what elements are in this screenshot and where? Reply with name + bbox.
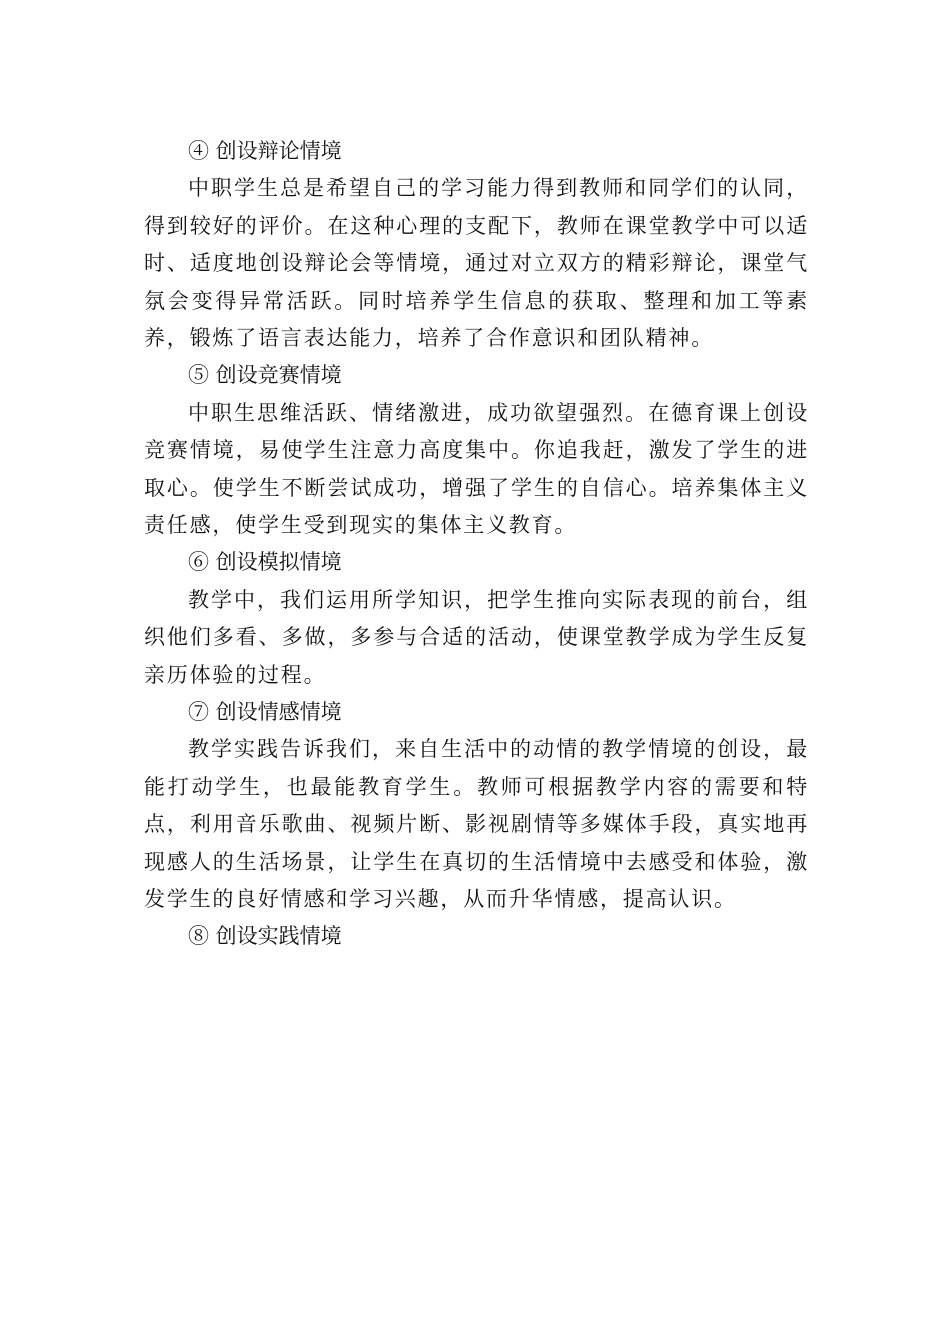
section-heading-simulation: ⑥ 创设模拟情境 <box>188 550 342 575</box>
section-paragraph-debate: 中职学生总是希望自己的学习能力得到教师和同学们的认同，得到较好的评价。在这种心理的支配下，教师在课堂教学中可以适时、适度地创设辩论会等情境，通过对立双方的精彩辩论，课堂气氛会变得异常活跃。同时培养学生信息的获取、整理和加工等素养，锻炼了语言表达能力，培养了合作意识和团队精神。 <box>144 176 809 351</box>
section-paragraph-competition: 中职生思维活跃、情绪激进，成功欲望强烈。在德育课上创设竞赛情境，易使学生注意力高度集中。你追我赶，激发了学生的进取心。使学生不断尝试成功，增强了学生的自信心。培养集体主义责任感，使学生受到现实的集体主义教育。 <box>144 400 809 538</box>
section-paragraph-simulation: 教学中，我们运用所学知识，把学生推向实际表现的前台，组织他们多看、多做，多参与合适的活动，使课堂教学成为学生反复亲历体验的过程。 <box>144 587 809 687</box>
section-heading-practice: ⑧ 创设实践情境 <box>188 924 342 949</box>
section-paragraph-emotion: 教学实践告诉我们，来自生活中的动情的教学情境的创设，最能打动学生，也最能教育学生。教师可根据教学内容的需要和特点，利用音乐歌曲、视频片断、影视剧情等多媒体手段，真实地再现感人的生活场景，让学生在真切的生活情境中去感受和体验，激发学生的良好情感和学习兴趣，从而升华情感，提高认识。 <box>144 737 809 912</box>
section-heading-debate: ④ 创设辩论情境 <box>188 139 342 163</box>
section-heading-competition: ⑤ 创设竞赛情境 <box>188 363 342 388</box>
section-heading-emotion: ⑦ 创设情感情境 <box>188 700 342 725</box>
document-body <box>144 133 809 956</box>
